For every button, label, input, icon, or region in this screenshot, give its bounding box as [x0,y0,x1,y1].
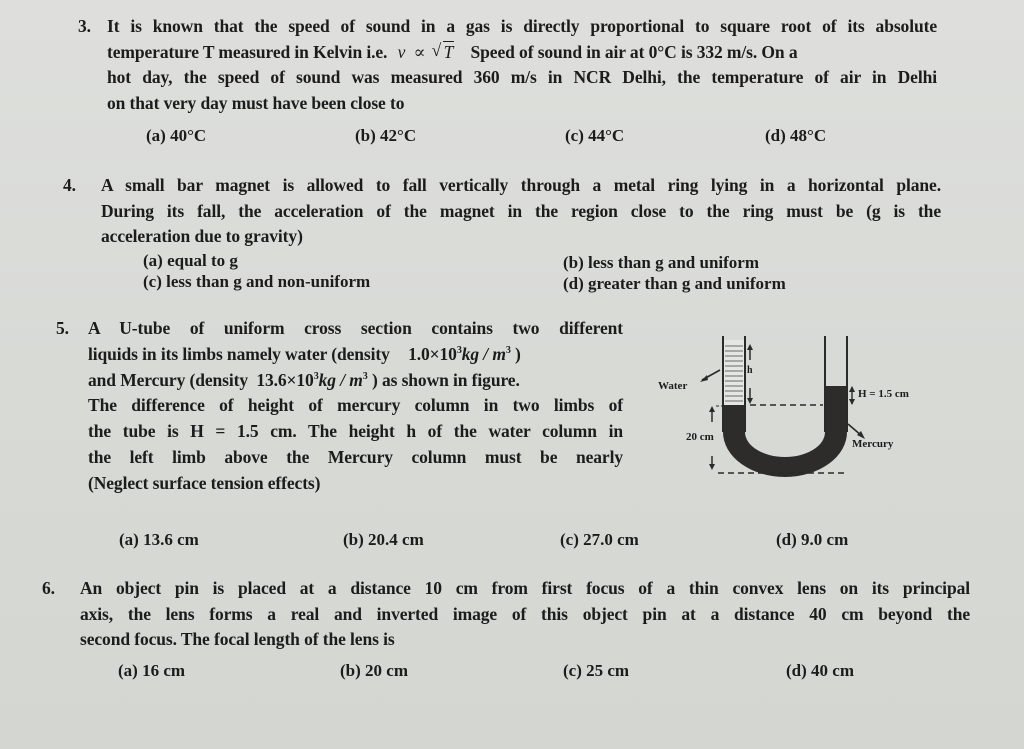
proportional-symbol: ∝ [413,41,426,62]
depth-label: 20 cm [686,431,714,443]
option-value: 27.0 cm [583,530,639,549]
option-value: 20.4 cm [368,530,424,549]
question-line-part: liquids in its limbs namely water (density [88,343,390,364]
option-label: (c) [560,530,579,549]
option-value: 25 cm [586,661,630,680]
option-label: (c) [565,126,584,145]
formula-mantissa: 1.0×10 [408,343,457,364]
option-label: (b) [343,530,364,549]
question-number: 3. [78,16,91,36]
formula-mantissa: 13.6×10 [256,369,314,390]
option-c[interactable] [143,272,370,292]
question-line: It is known that the speed of sound in a gas is directly proportional to square root of its absolute [107,16,937,36]
formula-unit: kg / m [318,369,363,390]
question-line-part: ) [515,343,521,364]
question-line: the tube is H = 1.5 cm. The height h of the water column in [88,421,623,442]
option-value: 9.0 cm [801,530,849,549]
water-density-formula [408,344,515,364]
H-label: H = 1.5 cm [858,388,909,400]
u-tube-figure [650,332,930,482]
option-label: (a) [146,126,166,145]
option-a[interactable] [118,661,185,681]
question-line: A small bar magnet is allowed to fall vertically through a metal ring lying in a horizontal plane. [101,175,941,195]
option-label: (d) [776,530,797,549]
formula-unit: kg / m [461,343,506,364]
option-value: equal to g [167,251,238,270]
option-value: 16 cm [142,661,186,680]
option-label: (c) [143,272,162,291]
question-line: axis, the lens forms a real and inverted image of this object pin at a distance 40 cm beyond the [80,603,970,624]
u-tube-diagram [650,332,930,482]
radicand: T [443,41,454,62]
option-value: 20 cm [365,661,408,680]
question-number: 5. [56,318,69,338]
option-a[interactable] [146,126,206,146]
option-value: 42°C [380,126,417,145]
question-number: 4. [63,175,76,195]
option-value: less than g and non-uniform [166,272,371,291]
option-a[interactable] [119,530,199,550]
option-label: (a) [118,661,138,680]
option-value: 13.6 cm [143,530,199,549]
question-text [101,173,941,250]
option-b[interactable] [340,661,408,681]
option-label: (a) [143,251,163,270]
formula-exponent: 3 [456,344,462,356]
option-c[interactable] [563,661,629,681]
option-b[interactable] [343,530,424,550]
question-5 [56,316,626,526]
sqrt-symbol [434,40,455,66]
option-label: (d) [563,274,584,293]
option-b[interactable] [563,253,759,273]
option-label: (b) [340,661,361,680]
question-line: A U-tube of uniform cross section contains two different [88,318,623,338]
formula-unit-exponent: 3 [362,370,368,382]
option-c[interactable] [560,530,639,550]
question-line: the left limb above the Mercury column must be nearly [88,446,623,467]
question-line: During its fall, the acceleration of the magnet in the region close to the ring must be (g is the [101,200,941,221]
option-label: (c) [563,661,582,680]
option-label: (b) [355,126,376,145]
formula-variable: v [397,41,406,62]
option-label: (a) [119,530,139,549]
option-value: 40°C [170,126,207,145]
question-line: acceleration due to gravity) [101,226,303,246]
option-label: (b) [563,253,584,272]
option-d[interactable] [563,274,786,294]
option-label: (d) [765,126,786,145]
question-line: An object pin is placed at a distance 10 cm from first focus of a thin convex lens on its principal [80,578,970,598]
question-text [88,316,623,497]
question-6 [42,576,972,656]
option-value: 48°C [790,126,827,145]
question-text [80,576,970,653]
question-line-part: temperature T measured in Kelvin i.e. [107,41,388,62]
question-line: on that very day must have been close to [107,92,405,113]
question-line [88,368,623,394]
question-line-part: ) as shown in figure. [371,369,520,390]
question-line: hot day, the speed of sound was measured 360 m/s in NCR Delhi, the temperature of air in Delhi [107,67,937,87]
option-value: 44°C [588,126,625,145]
question-4 [63,173,943,253]
h-label: h [747,365,753,376]
question-line: second focus. The focal length of the lens is [80,629,395,649]
question-line-part: Speed of sound in air at 0°C is 332 m/s. On a [470,41,798,62]
question-text [107,14,937,116]
option-value: less than g and uniform [588,253,760,272]
question-number: 6. [42,578,55,598]
question-line [107,40,937,66]
option-value: greater than g and uniform [588,274,786,293]
option-b[interactable] [355,126,416,146]
question-line: (Neglect surface tension effects) [88,472,321,493]
question-line: The difference of height of mercury column in two limbs of [88,395,623,416]
question-line-part: and Mercury (density [88,369,249,390]
mercury-label: Mercury [852,438,894,450]
option-a[interactable] [143,251,238,271]
question-3 [78,14,940,174]
mercury-density-formula [256,370,372,390]
option-d[interactable] [765,126,826,146]
option-d[interactable] [776,530,848,550]
formula-unit-exponent: 3 [505,344,511,356]
water-label: Water [658,380,688,392]
formula [398,42,459,62]
option-label: (d) [786,661,807,680]
option-d[interactable] [786,661,854,681]
formula-exponent: 3 [313,370,319,382]
option-value: 40 cm [811,661,854,680]
question-line [88,342,623,368]
option-c[interactable] [565,126,624,146]
